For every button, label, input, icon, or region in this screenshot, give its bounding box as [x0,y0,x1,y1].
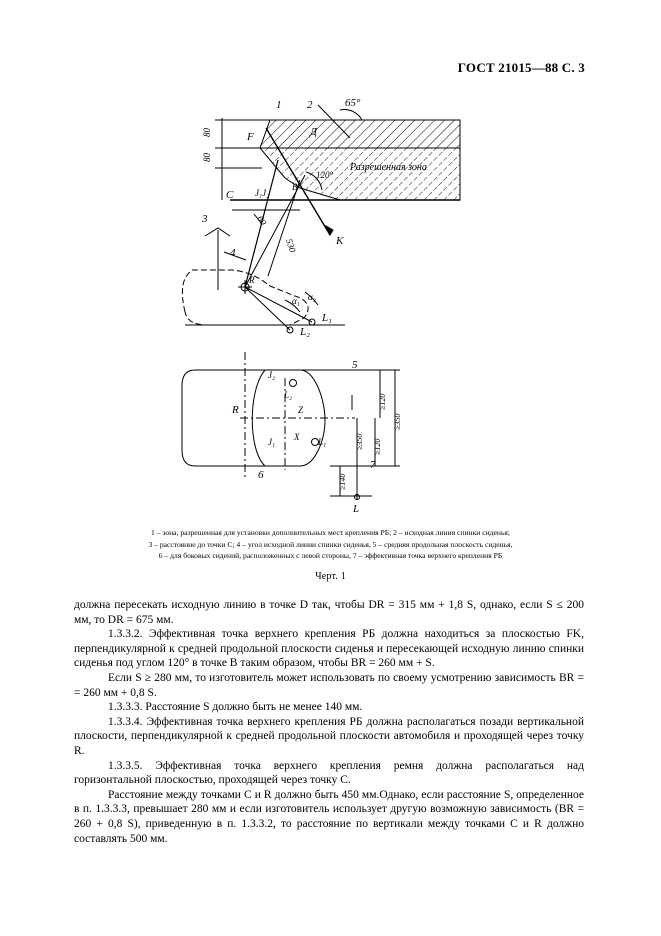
dim-80-top: 80 [202,128,212,137]
point-J1J2: J₁J₂ [255,188,270,198]
page-header: ГОСТ 21015—88 С. 3 [457,60,585,75]
point-D: Д [310,126,317,138]
body-text [74,598,584,846]
point-C: C [226,189,234,201]
callout-2: 2 [307,99,313,111]
dim-ge140: ≥140 [338,473,347,490]
legend-line-3: 6 – для боковых сидений, расположенных с левой стороны, 7 – эффективная точка верхнего крепления РБ [158,551,503,561]
paragraph-1-3-3-4: 1.3.3.4. Эффективная точка верхнего крепления РБ должна располагаться позади вертикальной плоскости, перпендикулярной к средней продольной плоскости автомобиля и проходящей через точку R. [74,715,584,757]
dim-530 [268,180,300,276]
point-F: F [247,131,254,143]
callout-4: 4 [230,247,236,259]
dim-530: 530 [284,237,298,254]
upper-hatched-band [260,120,460,148]
dim-ge350-b: ≥350 [355,433,364,450]
callout-5: 5 [352,359,358,371]
dim-60: 60 [255,214,269,227]
paragraph-continuation: должна пересекать исходную линию в точке D так, чтобы DR = 315 мм + 1,8 S, однако, если S ≤ 200 мм, то DR = 675 мм. [74,599,584,626]
alpha-1: α₁ [292,296,300,306]
dim-ge120-b: ≥120 [373,438,382,455]
plan-X: X [294,432,300,442]
dim-ge120-a: ≥120 [378,393,387,410]
legend-line-2: 3 – расстояние до точки C; 4 – угол исходной линии спинки сиденья, 5 – средняя продольная плоскость сиденья, [148,539,513,549]
point-L2: L₂ [300,326,310,338]
paragraph-1-3-3-3: 1.3.3.3. Расстояние S должно быть не менее 140 мм. [108,701,363,714]
figure-caption: Черт. 1 [315,571,346,582]
figure-legend [44,527,617,562]
angle-65-label: 65° [345,97,361,109]
point-R: R [249,275,255,285]
plan-L1: L₁ [318,437,327,447]
plan-J2: J₂ [268,370,276,380]
paragraph-distance: Расстояние между точками C и R должно быть 450 мм.Однако, если расстояние S, определенное в п. 1.3.3.3, превышает 280 мм и если изготовитель использует другую возможную зависимость (BR = 260 + 0,8 S), приведенную в п. 1.3.3.2, то расстояние по вертикали между точками C и R должно составлять 500 мм. [74,788,584,845]
legend-line-1: 1 – зона, разрешенная для установки дополнительных мест крепления РБ; 2 – исходная линия спинки сиденья; [150,528,511,537]
point-L: L [353,503,360,515]
point-K: K [336,235,344,247]
paragraph-if-s: Если S ≥ 280 мм, то изготовитель может использовать по своему усмотрению зависимость BR = = 260 мм + 0,8 S. [74,671,584,699]
callout-6: 6 [258,469,264,481]
callout-7: 7 [370,459,376,471]
zone-label: Разрешенная зона [350,162,427,173]
angle-120-label: 120° [316,170,334,180]
callout-1: 1 [276,99,282,111]
side-view [182,105,460,333]
plan-L2: L₂ [284,390,293,400]
paragraph-1-3-3-5: 1.3.3.5. Эффективная точка верхнего крепления ремня должна располагаться над горизонтальной плоскостью, проходящей через точку C. [74,759,584,787]
plan-Z: Z [298,405,304,415]
dim-ge350-a: ≥350 [393,413,402,430]
plan-view [182,352,400,500]
plan-R: R [232,404,239,416]
allowed-zone [260,148,460,200]
plan-J1: J₁ [268,437,276,447]
paragraph-1-3-3-2: 1.3.3.2. Эффективная точка верхнего крепления РБ должна находиться за плоскостью FK, перпендикулярной к средней продольной плоскости сиденья и пересекающей исходную линию спинки сиденья под углом 120° в точке B таким образом, чтобы BR = 260 мм + S. [74,628,584,670]
seat-profile [182,270,308,325]
point-B: B [292,182,298,192]
seat-plan-outline [182,370,325,466]
callout-3: 3 [202,213,208,225]
point-L1: L₁ [322,312,332,324]
alpha-2: α₂ [308,292,316,302]
dim-80-bottom: 80 [202,153,212,162]
